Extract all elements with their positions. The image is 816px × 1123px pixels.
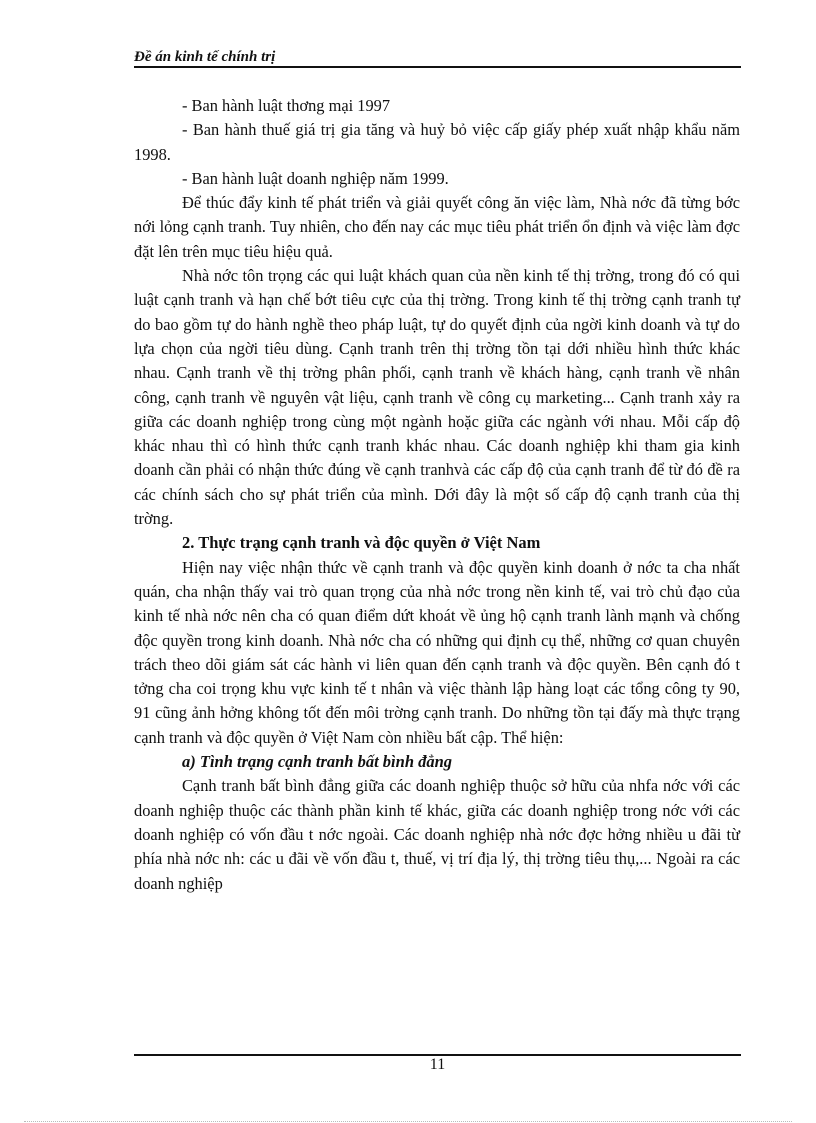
section-heading: 2. Thực trạng cạnh tranh và độc quyền ở Việt Nam — [182, 533, 541, 553]
paragraph: Nhà nớc tôn trọng các qui luật khách quan của nền kinh tế thị trờng, trong đó có qui luật cạnh tranh và hạn chế bớt tiêu cực của thị trờng. Trong kinh tế thị trờng cạnh tranh tự do bao gồm tự do hành nghề theo pháp luật, tự do quyết định của ngời kinh doanh và tự do lựa chọn của ngời tiêu dùng. Cạnh tranh trên thị trờng tồn tại dới nhiều hình thức khác nhau. Cạnh tranh về thị trờng phân phối, cạnh tranh về khách hàng, cạnh tranh về nhân công, cạnh tranh về nguyên vật liệu, cạnh tranh về công cụ marketing... Cạnh tranh xảy ra giữa các doanh nghiệp trong cùng một ngành hoặc giữa các ngành với nhau. Mỗi cấp độ khác nhau thì có hình thức cạnh tranh khác nhau. Các doanh nghiệp khi tham gia kinh doanh cần phải có nhận thức đúng về cạnh tranhvà các cấp độ của cạnh tranh để từ đó đề ra các chính sách cho sự phát triển của mình. Dới đây là một số cấp độ cạnh tranh của thị trờng. — [134, 266, 740, 529]
list-item: - Ban hành luật thơng mại 1997 — [182, 96, 391, 115]
list-item: - Ban hành thuế giá trị gia tăng và huỷ bỏ việc cấp giấy phép xuất nhập khẩu năm 1998. — [134, 120, 740, 164]
list-item: - Ban hành luật doanh nghiệp năm 1999. — [182, 168, 449, 188]
page-header — [134, 48, 741, 68]
page-number: 11 — [429, 1056, 446, 1073]
paragraph: Hiện nay việc nhận thức về cạnh tranh và độc quyền kinh doanh ở nớc ta cha nhất quán, cha nhận thấy vai trò quan trọng của nhà nớc trong nền kinh tế, vai trò chủ đạo của kinh tế nhà nớc nên cha có quan điểm dứt khoát về ủng hộ cạnh tranh lành mạnh và chống độc quyền trong kinh doanh. Nhà nớc cha có những qui định cụ thể, những cơ quan chuyên trách theo dõi giám sát các hành vi liên quan đến cạnh tranh và độc quyền. Bên cạnh đó t tởng cha coi trọng khu vực kinh tế t nhân và việc thành lập hàng loạt các tổng công ty 90, 91 cũng ảnh hởng không tốt đến môi trờng cạnh tranh. Do những tồn tại đấy mà thực trạng cạnh tranh và độc quyền ở Việt Nam còn nhiều bất cập. Thể hiện: — [134, 557, 740, 747]
header-title: Đề án kinh tế chính trị — [134, 49, 276, 65]
paragraph: Cạnh tranh bất bình đẳng giữa các doanh nghiệp thuộc sở hữu của nhfa nớc với các doanh nghiệp thuộc các thành phần kinh tế khác, giữa các doanh nghiệp trong nớc với các doanh nghiệp có vốn đầu t nớc ngoài. Các doanh nghiệp nhà nớc đợc hởng nhiều u đãi từ phía nhà nớc nh: các u đãi về vốn đầu t, thuế, vị trí địa lý, thị trờng tiêu thụ,... Ngoài ra các doanh nghiệp — [134, 776, 740, 893]
document-body — [134, 94, 740, 896]
page-edge-divider — [24, 1121, 792, 1122]
paragraph: Để thúc đẩy kinh tế phát triển và giải quyết công ăn việc làm, Nhà nớc đã từng bớc nới lỏng cạnh tranh. Tuy nhiên, cho đến nay các mục tiêu phát triển ổn định và việc làm đợc đặt lên trên mục tiêu hiệu quả. — [134, 193, 740, 261]
subsection-heading: a) Tình trạng cạnh tranh bất bình đẳng — [182, 752, 453, 772]
